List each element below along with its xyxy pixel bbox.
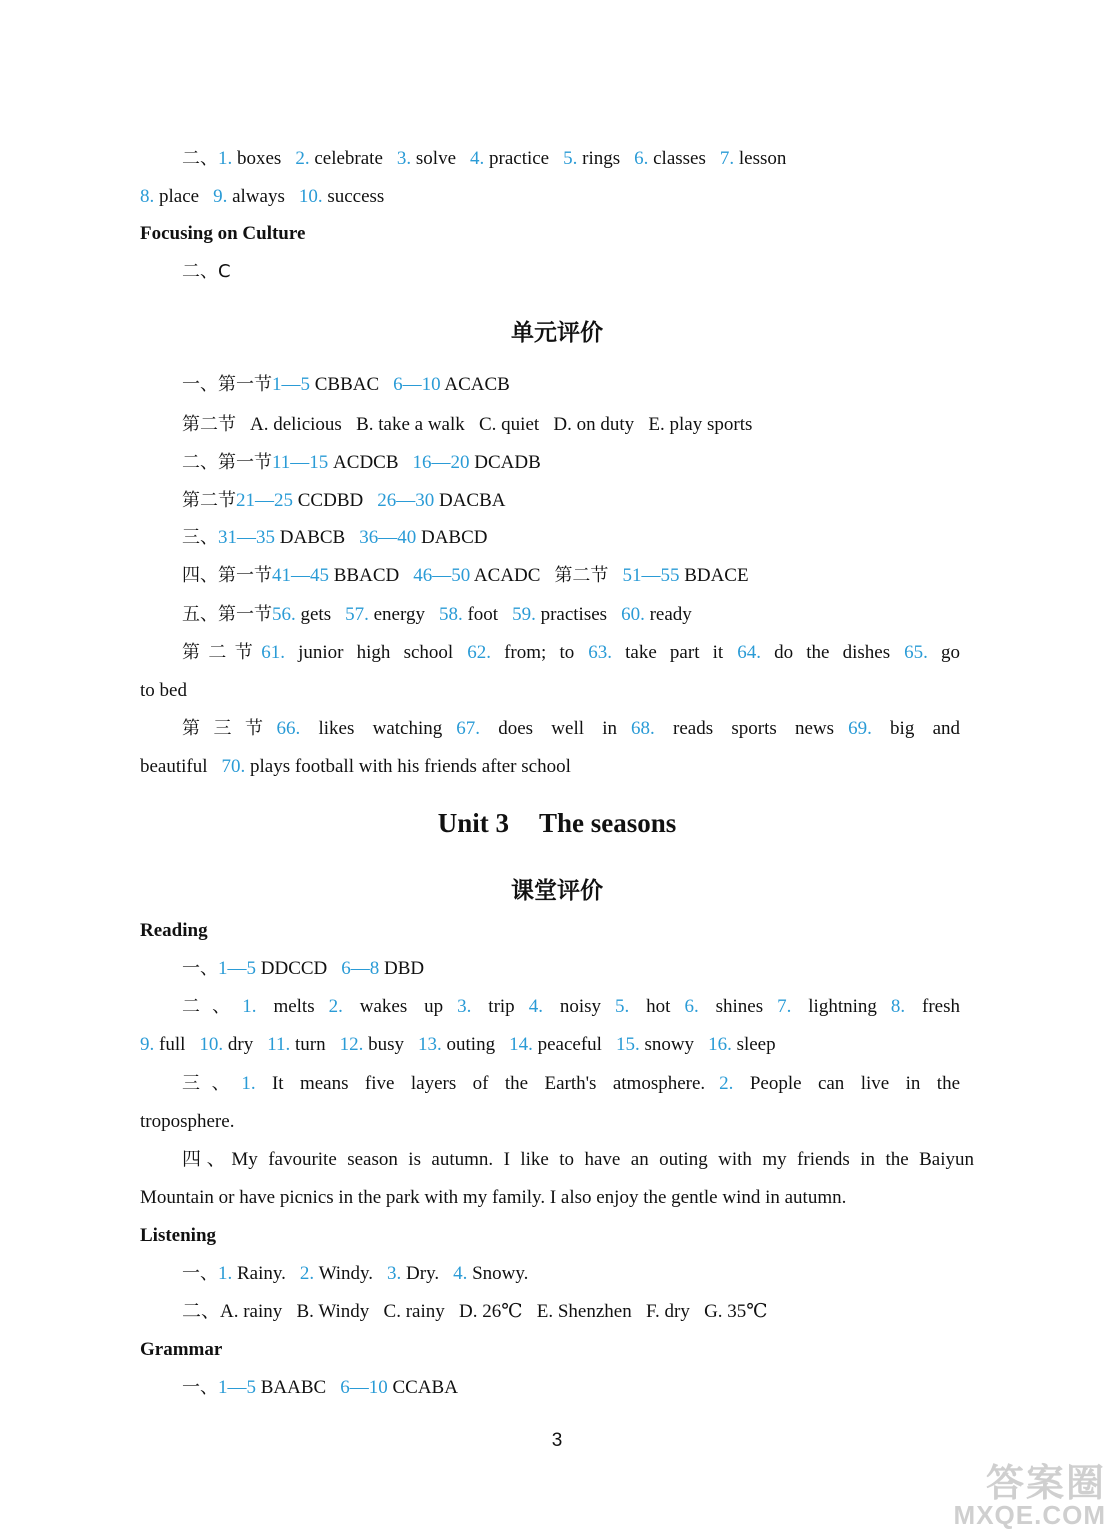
item-answer: lightning <box>791 996 877 1017</box>
item-answer: busy <box>363 1034 405 1055</box>
item-number: 1—5 <box>218 958 256 979</box>
item-answer: success <box>322 186 385 207</box>
answer-line <box>140 185 974 209</box>
answer-text: 二、A. rainy B. Windy C. rainy D. 26℃ E. Shenzhen F. dry G. 35℃ <box>182 1301 768 1322</box>
item-answer: likes watching <box>300 718 443 739</box>
item-number: 67. <box>456 718 480 739</box>
item-number: 13. <box>418 1034 442 1055</box>
answer-line <box>182 1072 974 1096</box>
answer-item <box>631 718 834 739</box>
unit-label: Unit 3 <box>437 808 509 838</box>
answer-prefix: 二、 <box>182 996 243 1017</box>
answer-item <box>737 642 890 663</box>
item-number: 5. <box>615 996 630 1017</box>
item-answer: ready <box>644 604 692 625</box>
answer-item <box>456 718 617 739</box>
answer-item <box>621 604 692 625</box>
answer-item <box>272 374 379 395</box>
answer-line <box>182 147 974 171</box>
answer-item <box>413 565 540 586</box>
answer-item <box>509 1034 602 1055</box>
item-number: 36—40 <box>359 527 417 548</box>
item-number: 26—30 <box>377 490 435 511</box>
answer-line <box>140 679 974 703</box>
item-number: 9. <box>213 186 228 207</box>
unit-eval-heading: 单元评价 <box>511 320 603 346</box>
item-answer: noisy <box>542 996 602 1017</box>
answer-item <box>299 186 384 207</box>
item-answer: ACDCB <box>328 452 399 473</box>
item-number: 65. <box>904 642 928 663</box>
answer-text: troposphere. <box>140 1111 235 1132</box>
item-answer: boxes <box>232 148 282 169</box>
answer-line <box>182 1148 974 1172</box>
answer-line <box>182 526 974 550</box>
answer-item <box>777 996 877 1017</box>
answer-item <box>848 718 960 739</box>
item-answer: shines <box>698 996 764 1017</box>
answer-item <box>242 996 314 1017</box>
answer-item <box>218 1377 326 1398</box>
item-number: 6. <box>634 148 649 169</box>
item-number: 46—50 <box>413 565 471 586</box>
item-number: 7. <box>719 148 735 169</box>
item-answer: BDACE <box>679 565 749 586</box>
answer-item <box>261 642 453 663</box>
item-answer: full <box>154 1034 186 1055</box>
item-number: 2. <box>719 1073 734 1094</box>
answer-item <box>329 996 444 1017</box>
answer-prefix: 五、第一节 <box>182 604 272 625</box>
answer-prefix: 第二节 <box>554 565 609 586</box>
answer-item <box>241 1073 705 1094</box>
item-answer: rings <box>577 148 621 169</box>
answer-item <box>222 756 571 777</box>
answer-item <box>140 1034 185 1055</box>
answer-line <box>182 413 974 437</box>
answer-text: Mountain or have picnics in the park with my family. I also enjoy the gentle wind in autumn. <box>140 1187 847 1208</box>
answer-item <box>359 527 487 548</box>
item-answer: celebrate <box>309 148 383 169</box>
item-answer: wakes up <box>342 996 444 1017</box>
item-number: 10. <box>298 186 323 207</box>
item-number: 21—25 <box>236 490 293 511</box>
answer-prefix: 一、 <box>182 1263 218 1284</box>
item-answer: big and <box>871 718 961 739</box>
item-number: 4. <box>528 996 543 1017</box>
item-number: 12. <box>339 1034 364 1055</box>
answer-prefix: 第二节 <box>182 642 262 663</box>
answer-item <box>529 996 601 1017</box>
answer-item <box>616 1034 694 1055</box>
item-answer: place <box>154 186 200 207</box>
answer-line <box>182 717 974 741</box>
item-number: 6—10 <box>393 374 441 395</box>
item-answer: turn <box>290 1034 326 1055</box>
item-number: 1. <box>218 1263 233 1284</box>
answer-item <box>891 996 960 1017</box>
answer-item <box>377 490 505 511</box>
item-number: 8. <box>890 996 906 1017</box>
answer-item <box>439 604 498 625</box>
item-answer: DABCB <box>275 527 346 548</box>
item-number: 2. <box>295 148 310 169</box>
answer-item <box>267 1034 325 1055</box>
answer-item <box>467 642 574 663</box>
answer-text: A. delicious B. take a walk C. quiet D. on duty E. play sports <box>250 414 753 435</box>
item-number: 69. <box>848 718 872 739</box>
answer-line <box>182 260 974 284</box>
answer-item <box>413 452 541 473</box>
answer-line <box>140 1110 974 1134</box>
item-answer: always <box>227 186 285 207</box>
answer-item <box>272 452 399 473</box>
answer-item <box>393 374 510 395</box>
item-answer: sleep <box>731 1034 776 1055</box>
answer-line <box>182 564 974 588</box>
answer-item <box>634 148 706 169</box>
item-number: 11. <box>267 1034 291 1055</box>
watermark-url: MXQE.COM <box>953 1500 1106 1530</box>
item-answer: BAABC <box>256 1377 327 1398</box>
item-answer: Rainy. <box>232 1263 286 1284</box>
item-number: 1. <box>218 148 233 169</box>
answer-prefix: 二、 <box>182 148 218 169</box>
answer-item <box>387 1263 439 1284</box>
item-number: 14. <box>509 1034 533 1055</box>
answer-prefix: 三、 <box>182 1073 242 1094</box>
item-number: 66. <box>276 718 301 739</box>
item-number: 6—8 <box>341 958 380 979</box>
item-answer: ACADC <box>470 565 541 586</box>
item-number: 6. <box>684 996 699 1017</box>
item-number: 56. <box>272 604 296 625</box>
item-number: 3. <box>396 148 412 169</box>
answer-item <box>345 604 425 625</box>
section-subtitle: Grammar <box>140 1339 223 1360</box>
item-answer: lesson <box>734 148 787 169</box>
item-answer: junior high school <box>284 642 454 663</box>
answer-prefix: 二、第一节 <box>182 452 272 473</box>
answer-item <box>340 1377 458 1398</box>
item-answer: outing <box>441 1034 496 1055</box>
item-answer: ACACB <box>440 374 510 395</box>
answer-line <box>140 1033 918 1057</box>
answer-line <box>182 1376 974 1400</box>
item-number: 3. <box>457 996 472 1017</box>
item-number: 9. <box>140 1034 155 1055</box>
item-number: 8. <box>140 186 155 207</box>
item-number: 51—55 <box>622 565 680 586</box>
answer-line <box>182 1262 974 1286</box>
item-answer: solve <box>411 148 456 169</box>
answer-item <box>453 1263 528 1284</box>
item-answer: gets <box>295 604 332 625</box>
watermark-text: 答案圈 <box>985 1461 1106 1505</box>
answer-item <box>340 1034 404 1055</box>
item-number: 1—5 <box>272 374 310 395</box>
section-subtitle: Listening <box>140 1225 217 1246</box>
answer-item <box>199 1034 253 1055</box>
unit-heading <box>0 808 1114 839</box>
item-answer: peaceful <box>532 1034 602 1055</box>
answer-prefix: 一、 <box>182 958 218 979</box>
answer-line <box>182 1300 974 1324</box>
answer-item <box>276 718 442 739</box>
item-number: 7. <box>777 996 792 1017</box>
item-number: 16. <box>708 1034 732 1055</box>
item-number: 59. <box>512 604 536 625</box>
item-number: 70. <box>221 756 246 777</box>
answer-item <box>512 604 607 625</box>
item-answer: snowy <box>639 1034 695 1055</box>
answer-line <box>140 755 974 779</box>
answer-item <box>218 1263 286 1284</box>
answer-item <box>213 186 285 207</box>
item-number: 41—45 <box>272 565 329 586</box>
section-subtitle: Focusing on Culture <box>140 223 306 244</box>
item-answer: Snowy. <box>467 1263 529 1284</box>
answer-item <box>341 958 424 979</box>
answer-item <box>295 148 383 169</box>
item-number: 63. <box>588 642 612 663</box>
answer-item <box>622 565 748 586</box>
unit-name: The seasons <box>538 808 677 838</box>
item-number: 31—35 <box>218 527 275 548</box>
item-number: 68. <box>631 718 655 739</box>
item-answer: Dry. <box>401 1263 440 1284</box>
item-answer: hot <box>629 996 671 1017</box>
item-number: 2. <box>299 1263 315 1284</box>
item-answer: DCADB <box>469 452 541 473</box>
item-answer: practises <box>535 604 608 625</box>
answer-prefix: 一、第一节 <box>182 374 272 395</box>
answer-line <box>182 451 974 475</box>
item-number: 1. <box>241 1073 256 1094</box>
answer-prefix: 第二节 <box>182 414 236 435</box>
answer-line <box>182 957 974 981</box>
answer-line <box>182 489 974 513</box>
item-answer: from; to <box>490 642 575 663</box>
item-answer: CBBAC <box>310 374 380 395</box>
answer-item <box>615 996 670 1017</box>
answer-item <box>904 642 960 663</box>
item-answer: foot <box>462 604 499 625</box>
answer-item <box>272 604 331 625</box>
answer-item <box>719 1073 960 1094</box>
item-answer: energy <box>368 604 425 625</box>
answer-text: 二、C <box>182 261 231 282</box>
answer-prefix: 一、 <box>182 1377 218 1398</box>
item-number: 1. <box>242 996 257 1017</box>
item-number: 57. <box>345 604 369 625</box>
item-number: 61. <box>261 642 285 663</box>
answer-text: beautiful <box>140 756 208 777</box>
answer-prefix: 四、第一节 <box>182 565 272 586</box>
item-answer: practice <box>484 148 550 169</box>
item-answer: DBD <box>379 958 425 979</box>
answer-item <box>588 642 723 663</box>
item-number: 62. <box>467 642 491 663</box>
answer-line <box>182 641 974 665</box>
item-number: 64. <box>737 642 761 663</box>
answer-item <box>236 490 363 511</box>
item-number: 6—10 <box>340 1377 388 1398</box>
answer-text: 四、My favourite season is autumn. I like to have an outing with my friends in the Baiyun <box>182 1149 974 1170</box>
answer-line <box>140 1186 974 1210</box>
class-eval-heading: 课堂评价 <box>511 878 603 904</box>
answer-item <box>720 148 787 169</box>
answer-prefix: 第二节 <box>182 490 236 511</box>
item-number: 58. <box>438 604 463 625</box>
item-answer: People can live in the <box>733 1073 960 1094</box>
answer-line <box>182 603 974 627</box>
item-answer: BBACD <box>329 565 400 586</box>
item-answer: It means five layers of the Earth's atmosphere. <box>255 1073 706 1094</box>
answer-item <box>684 996 763 1017</box>
section-subtitle: Reading <box>140 920 208 941</box>
item-number: 11—15 <box>272 452 329 473</box>
item-answer: DABCD <box>416 527 488 548</box>
item-answer: CCABA <box>387 1377 458 1398</box>
answer-item <box>272 565 399 586</box>
answer-item <box>300 1263 373 1284</box>
item-number: 4. <box>453 1263 468 1284</box>
answer-item <box>218 148 281 169</box>
answer-prefix: 三、 <box>182 527 218 548</box>
item-number: 10. <box>199 1034 224 1055</box>
item-number: 4. <box>470 148 485 169</box>
answer-item <box>418 1034 495 1055</box>
answer-item <box>708 1034 776 1055</box>
item-answer: dry <box>223 1034 254 1055</box>
item-answer: melts <box>256 996 315 1017</box>
answer-item <box>140 186 199 207</box>
item-answer: does well in <box>480 718 618 739</box>
answer-item <box>218 958 327 979</box>
answer-line <box>182 995 974 1019</box>
item-answer: DDCCD <box>256 958 328 979</box>
item-number: 16—20 <box>412 452 470 473</box>
answer-text: to bed <box>140 680 187 701</box>
item-number: 2. <box>328 996 343 1017</box>
item-answer: Windy. <box>314 1263 374 1284</box>
item-answer: plays football with his friends after school <box>245 756 571 777</box>
item-answer: take part it <box>611 642 724 663</box>
answer-item <box>563 148 620 169</box>
item-number: 60. <box>621 604 645 625</box>
watermark-logo <box>953 1461 1106 1530</box>
item-answer: reads sports news <box>654 718 835 739</box>
item-answer: DACBA <box>434 490 506 511</box>
answer-item <box>470 148 549 169</box>
answer-line <box>182 373 974 397</box>
item-answer: trip <box>471 996 515 1017</box>
answer-prefix: 第三节 <box>182 718 277 739</box>
page-number: 3 <box>551 1430 563 1451</box>
answer-item <box>457 996 515 1017</box>
item-answer: fresh <box>905 996 961 1017</box>
item-answer: go <box>927 642 961 663</box>
answer-item <box>218 527 345 548</box>
item-answer: do the dishes <box>760 642 891 663</box>
item-number: 15. <box>615 1034 640 1055</box>
item-answer: CCDBD <box>293 490 364 511</box>
item-number: 1—5 <box>218 1377 256 1398</box>
item-answer: classes <box>648 148 706 169</box>
item-number: 5. <box>563 148 578 169</box>
answer-item <box>397 148 456 169</box>
item-number: 3. <box>387 1263 402 1284</box>
